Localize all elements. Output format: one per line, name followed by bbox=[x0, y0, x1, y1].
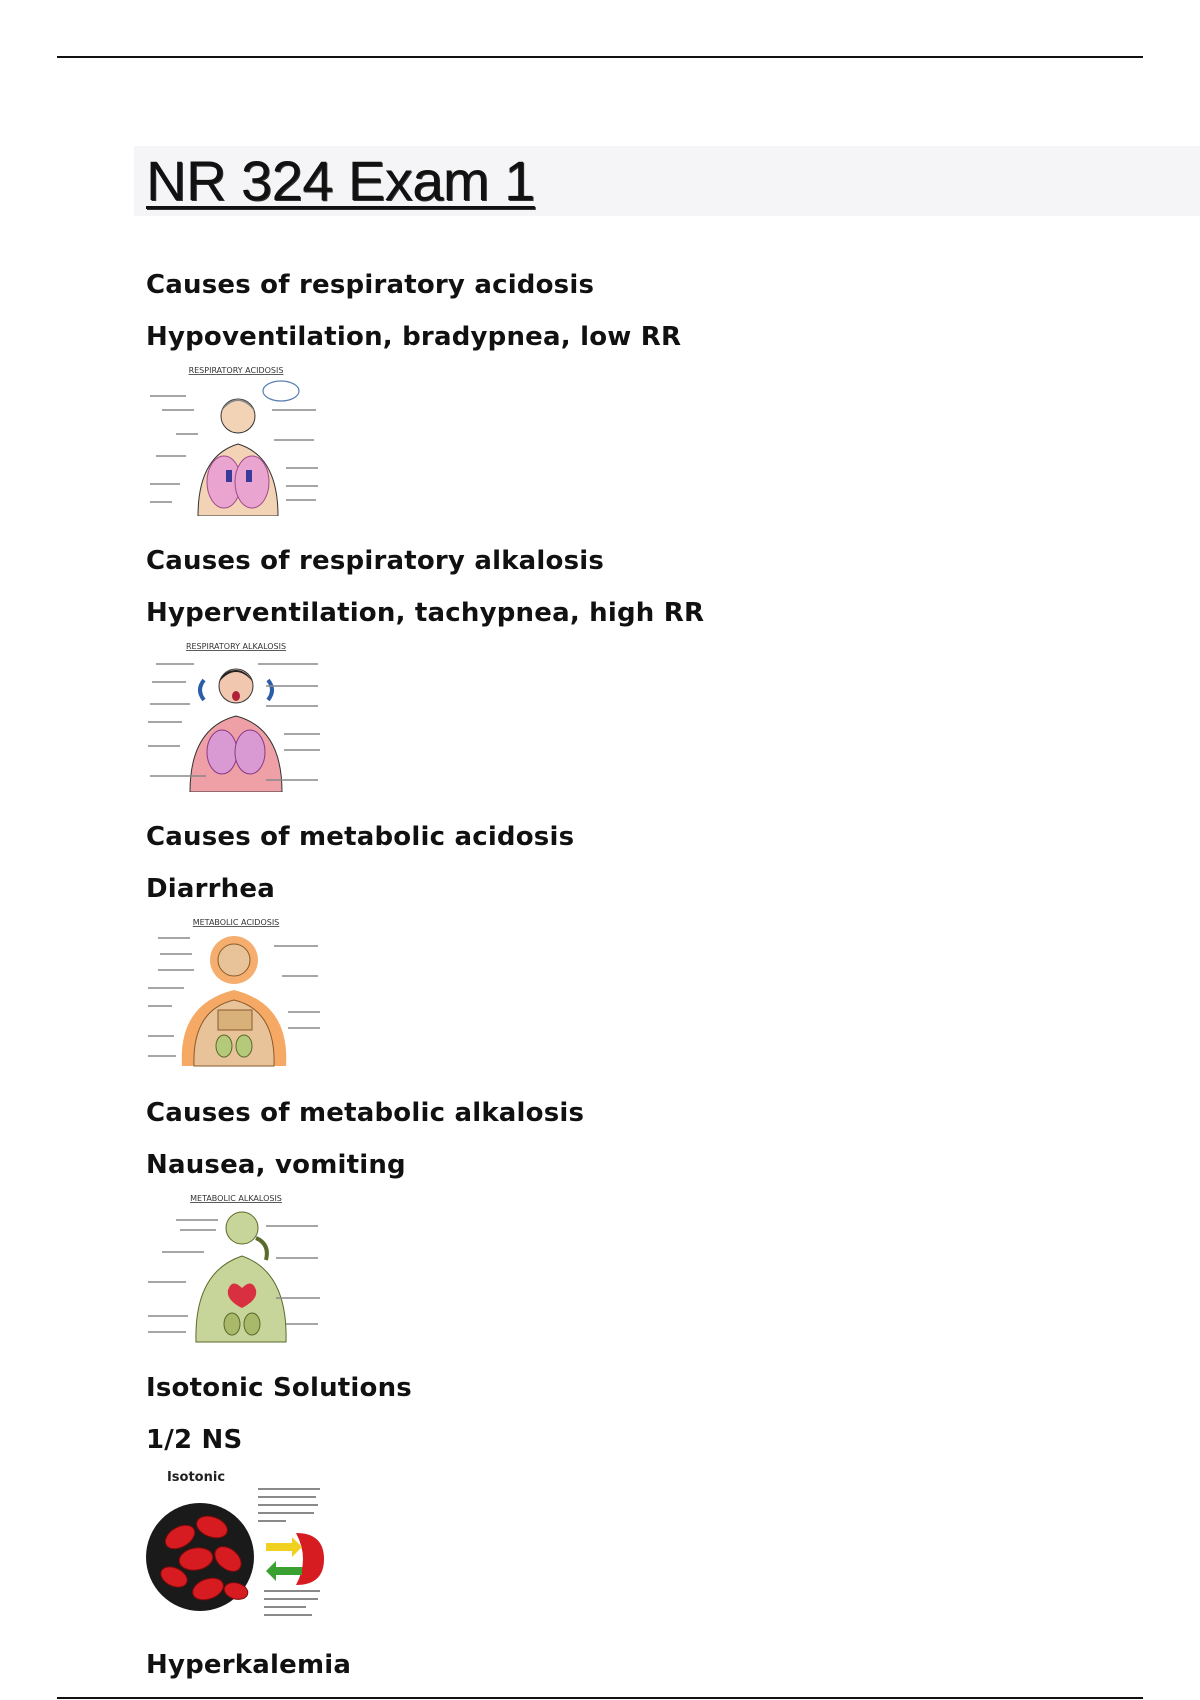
person-nausea-illustration-icon bbox=[146, 1192, 326, 1344]
flashcard-hyperkalemia bbox=[146, 1648, 351, 1682]
card-answer: Hypoventilation, bradypnea, low RR bbox=[146, 322, 682, 352]
card-answer: Nausea, vomiting bbox=[146, 1150, 406, 1180]
person-breathing-fast-illustration-icon bbox=[146, 640, 326, 792]
flashcard-metabolic-acidosis bbox=[146, 820, 574, 1068]
card-question: Causes of metabolic acidosis bbox=[146, 822, 575, 852]
person-kidneys-glow-illustration-icon bbox=[146, 916, 326, 1068]
image-caption: Isotonic bbox=[166, 1470, 226, 1485]
person-lungs-illustration-icon bbox=[146, 364, 326, 516]
document-title: NR 324 Exam 1 bbox=[146, 149, 535, 212]
card-question: Causes of respiratory alkalosis bbox=[146, 546, 605, 576]
flashcard-isotonic-solutions bbox=[146, 1371, 412, 1619]
flashcard-metabolic-alkalosis bbox=[146, 1096, 584, 1344]
flashcard-respiratory-alkalosis bbox=[146, 544, 704, 792]
image-caption: METABOLIC ALKALOSIS bbox=[190, 1194, 282, 1203]
card-question: Hyperkalemia bbox=[146, 1650, 352, 1680]
red-blood-cells-illustration-icon bbox=[146, 1467, 326, 1619]
image-caption: METABOLIC ACIDOSIS bbox=[192, 918, 280, 927]
card-answer: Diarrhea bbox=[146, 874, 275, 904]
card-question: Causes of respiratory acidosis bbox=[146, 270, 595, 300]
image-caption: RESPIRATORY ALKALOSIS bbox=[185, 642, 287, 651]
card-answer: 1/2 NS bbox=[146, 1425, 243, 1455]
card-answer: Hyperventilation, tachypnea, high RR bbox=[146, 598, 705, 628]
bottom-rule bbox=[57, 1697, 1143, 1699]
image-caption: RESPIRATORY ACIDOSIS bbox=[188, 366, 284, 375]
flashcard-respiratory-acidosis bbox=[146, 268, 681, 516]
card-question: Isotonic Solutions bbox=[146, 1373, 412, 1403]
card-question: Causes of metabolic alkalosis bbox=[146, 1098, 585, 1128]
top-rule bbox=[57, 56, 1143, 58]
